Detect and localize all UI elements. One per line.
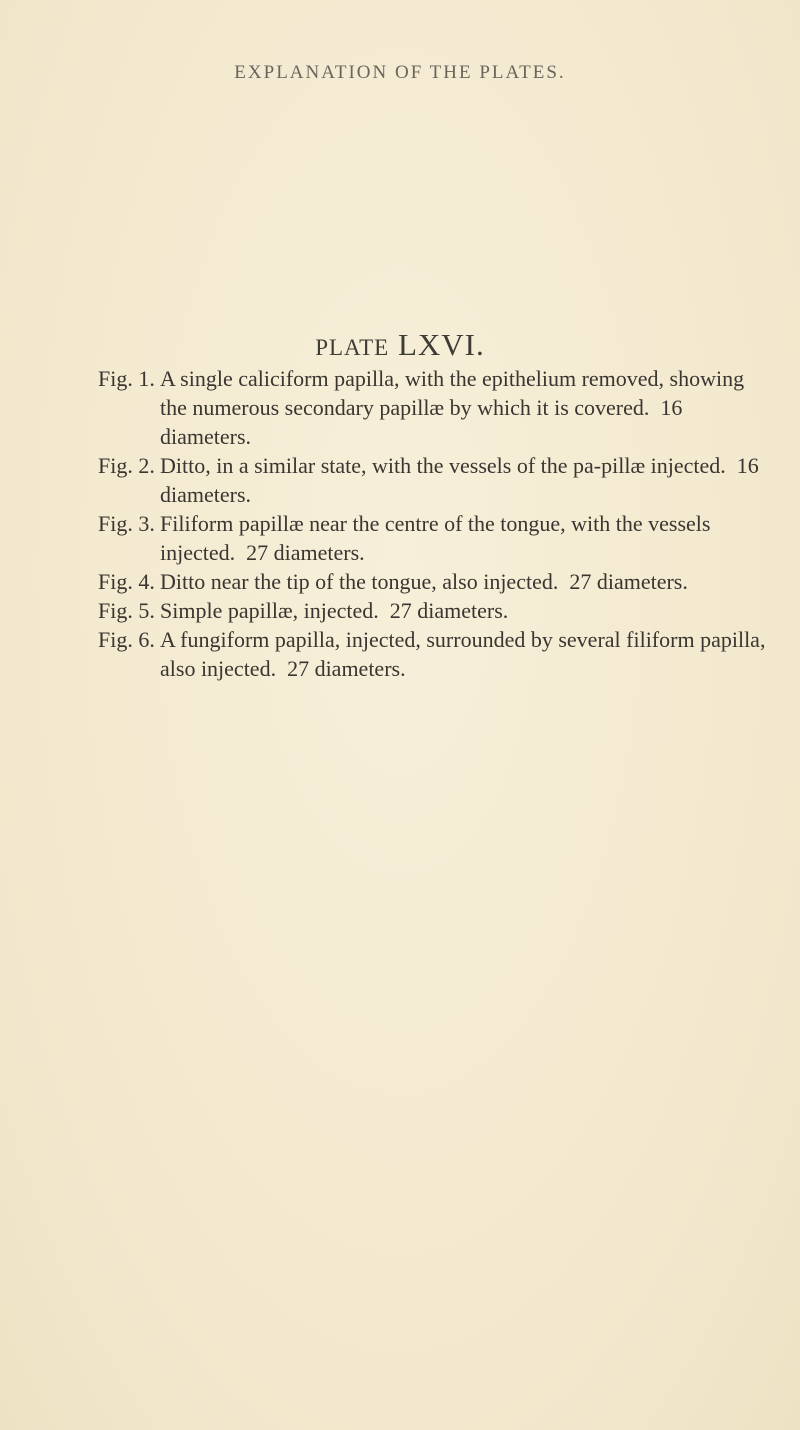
figure-description: A fungiform papilla, injected, surrounded by several filiform papilla, also injected. 27 diameters.: [160, 627, 766, 681]
running-head: EXPLANATION OF THE PLATES.: [234, 62, 566, 83]
figure-entry: [98, 451, 766, 509]
plate-title-prefix: PLATE: [315, 335, 390, 360]
plate-title-number: LXVI.: [397, 327, 485, 362]
figure-entry: [98, 596, 766, 625]
figure-description: Ditto, in a similar state, with the vessels of the pa-pillæ injected. 16 diameters.: [160, 453, 759, 507]
figure-label: Fig. 6.: [98, 627, 155, 652]
figure-entry: [98, 625, 766, 683]
figure-description: Simple papillæ, injected. 27 diameters.: [160, 598, 509, 623]
plate-title: [0, 327, 800, 363]
figure-description: Filiform papillæ near the centre of the tongue, with the vessels injected. 27 diameters.: [160, 511, 711, 565]
figure-label: Fig. 2.: [98, 453, 155, 478]
figure-explanations: [98, 364, 766, 683]
figure-entry: [98, 364, 766, 451]
figure-label: Fig. 3.: [98, 511, 155, 536]
figure-description: Ditto near the tip of the tongue, also injected. 27 diameters.: [160, 569, 688, 594]
figure-label: Fig. 1.: [98, 366, 155, 391]
figure-entry: [98, 509, 766, 567]
figure-description: A single caliciform papilla, with the epithelium removed, showing the numerous secondary papillæ by which it is covered. 16 diameters.: [160, 366, 745, 449]
figure-label: Fig. 5.: [98, 598, 155, 623]
figure-label: Fig. 4.: [98, 569, 155, 594]
figure-entry: [98, 567, 766, 596]
